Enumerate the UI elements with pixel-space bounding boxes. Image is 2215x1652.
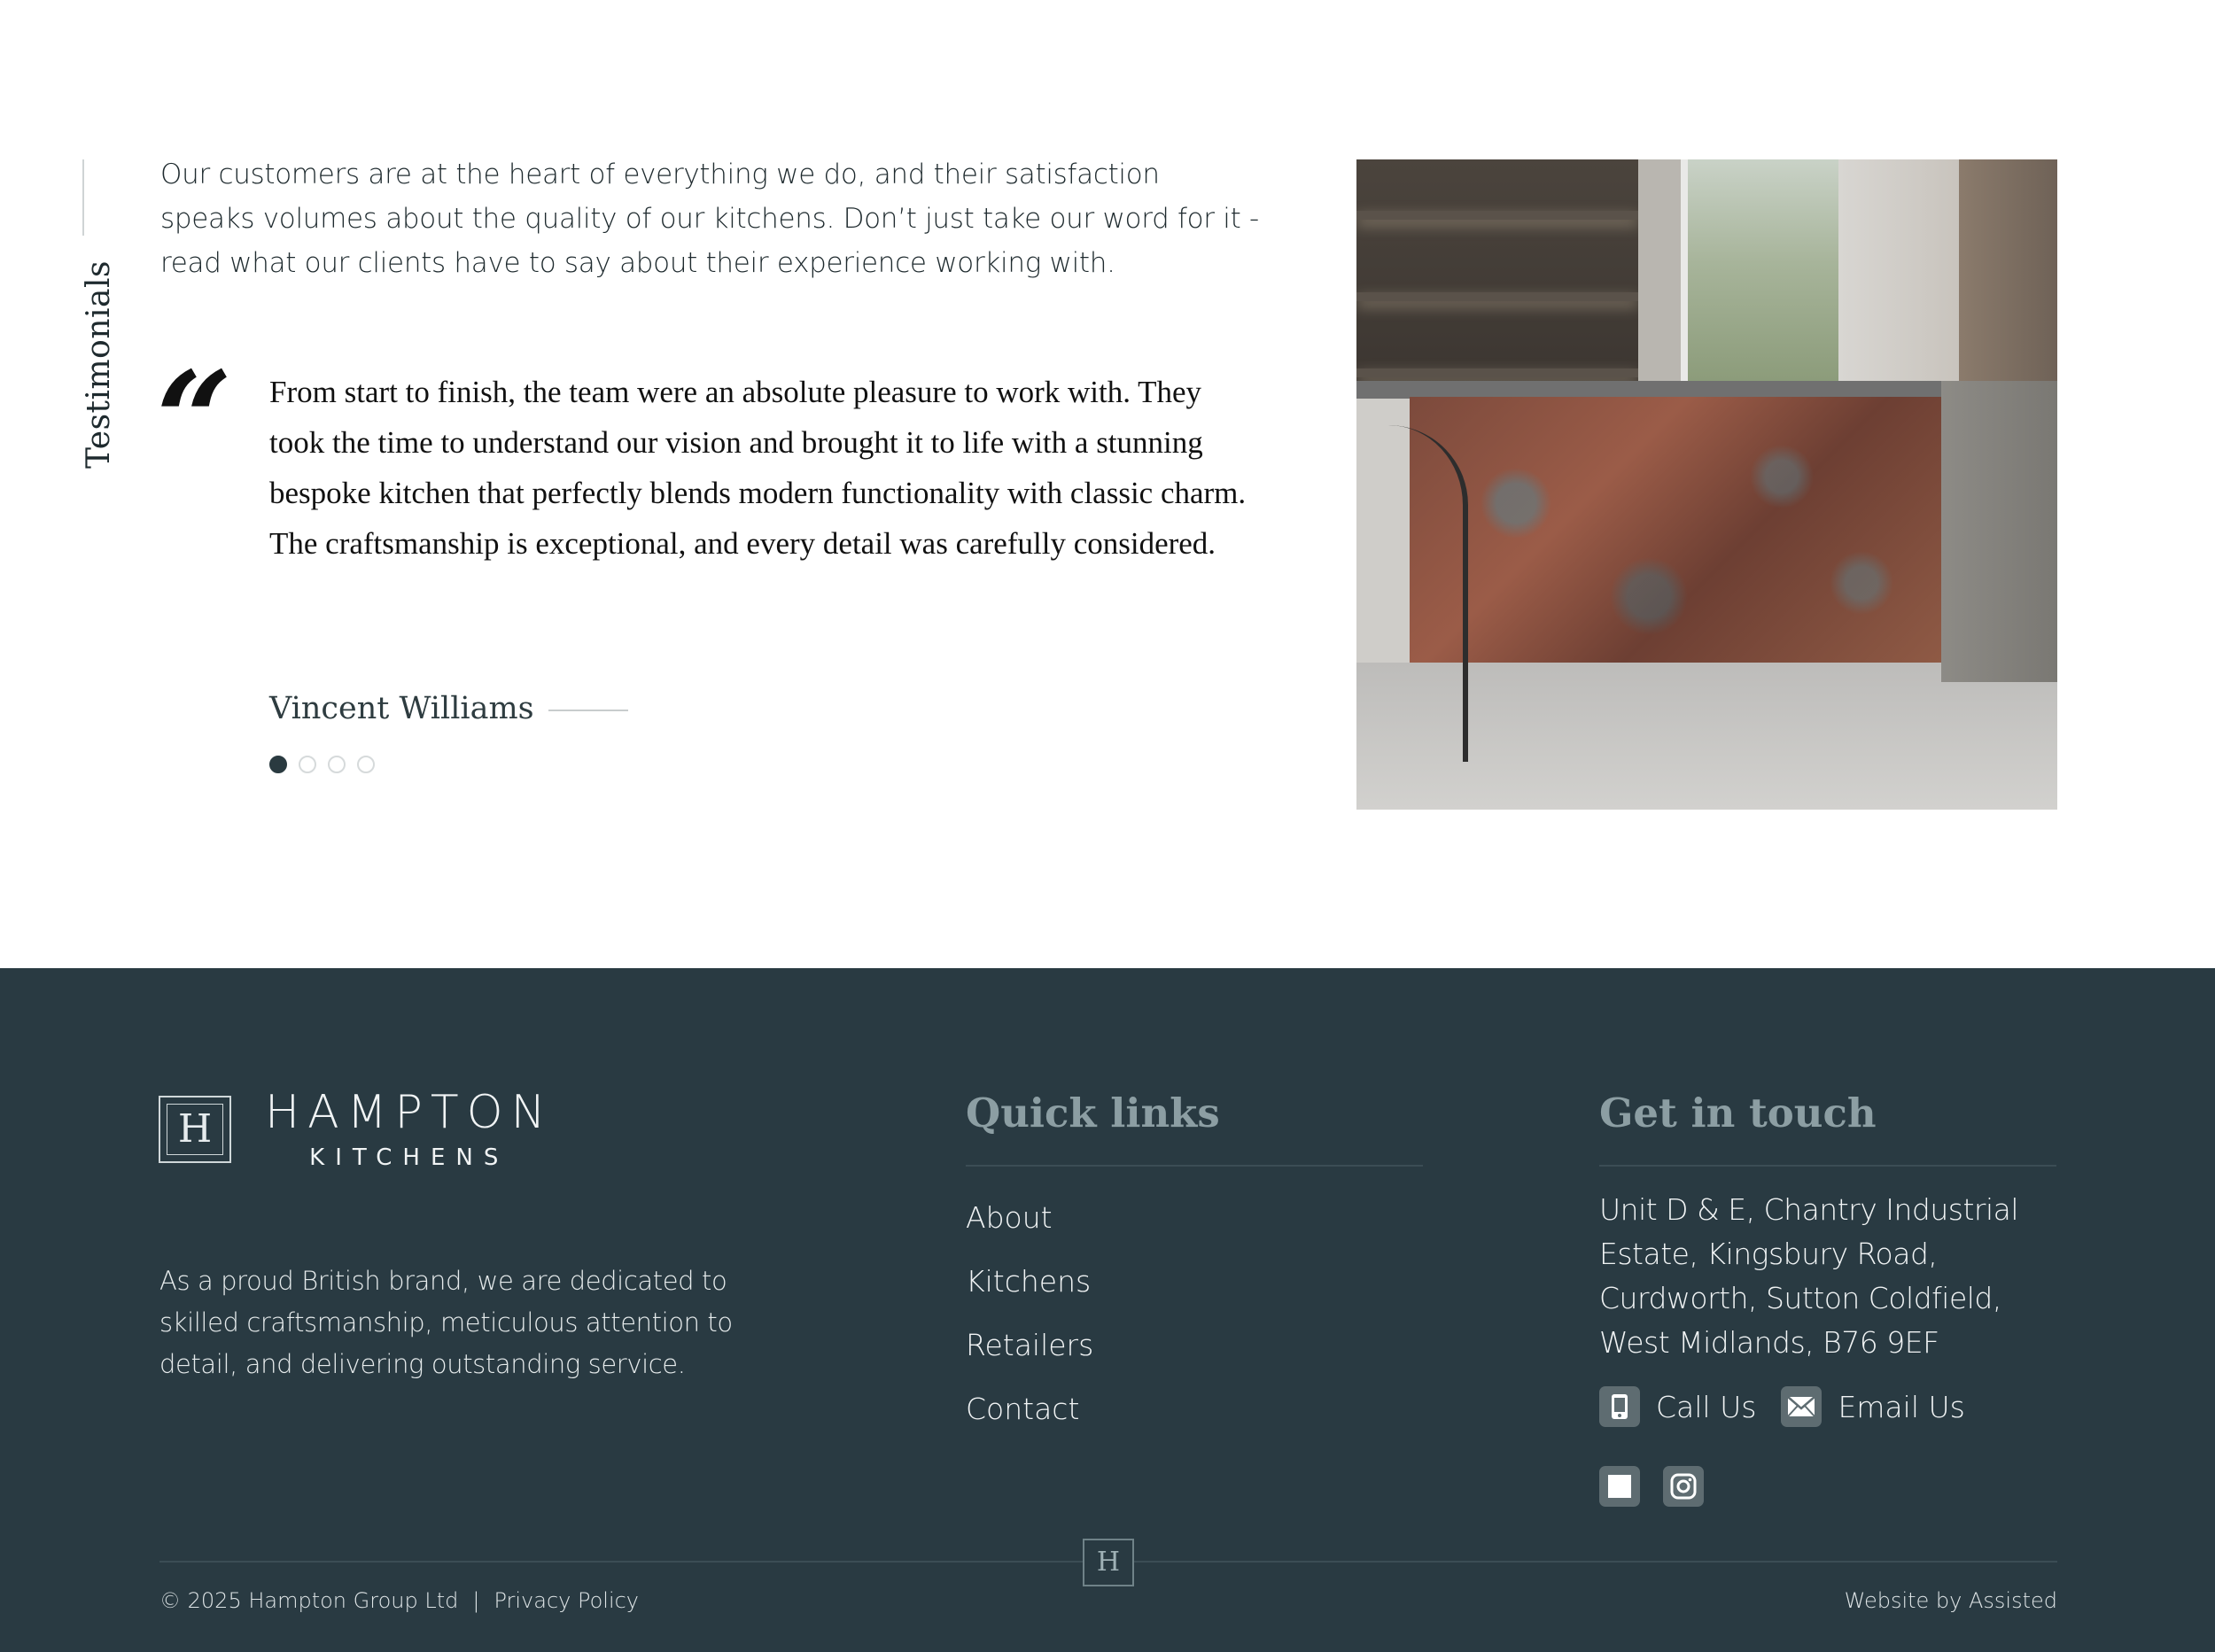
contact-title: Get in touch xyxy=(1599,1090,1877,1136)
author-rule xyxy=(548,710,628,711)
call-us-link[interactable] xyxy=(1599,1386,1756,1427)
kitchen-window xyxy=(1681,159,1846,390)
carousel-dots xyxy=(269,756,375,773)
kitchen-shelf xyxy=(1356,292,1638,301)
kitchen-tall-unit xyxy=(1959,159,2057,390)
footer-about-text: As a proud British brand, we are dedicated to skilled craftsmanship, meticulous attention to detail, and delivering outstanding service. xyxy=(159,1266,733,1379)
mail-icon xyxy=(1781,1386,1822,1427)
email-us-link[interactable] xyxy=(1781,1386,1964,1427)
carousel-dot[interactable] xyxy=(269,756,287,773)
privacy-policy-link[interactable]: Privacy Policy xyxy=(494,1588,640,1613)
kitchen-island-end xyxy=(1941,381,2057,682)
section-side-label xyxy=(55,159,117,469)
contact-column xyxy=(1599,1090,2056,1507)
footer-link-about[interactable]: About xyxy=(966,1200,1053,1235)
testimonials-intro: Our customers are at the heart of everything we do, and their satisfaction speaks volumes about the quality of our kitchens. Don’t just take our word for it - read what our clients have to say about their experience working with. xyxy=(160,159,1259,279)
kitchen-wall xyxy=(1638,159,1681,390)
quick-links-list xyxy=(966,1186,1423,1441)
contact-actions xyxy=(1599,1386,2056,1427)
divider xyxy=(966,1165,1423,1167)
footer-link-retailers[interactable]: Retailers xyxy=(966,1328,1094,1362)
carousel-dot[interactable] xyxy=(357,756,375,773)
facebook-icon[interactable] xyxy=(1599,1466,1640,1507)
site-footer xyxy=(0,968,2215,1652)
quick-links-title: Quick links xyxy=(966,1090,1220,1136)
quote-mark-icon: “ xyxy=(156,343,233,499)
footer-logo[interactable] xyxy=(159,1086,554,1171)
side-label-rule xyxy=(82,159,84,236)
logo-word-hampton: HAMPTON xyxy=(265,1086,554,1139)
kitchen-shelving xyxy=(1356,159,1638,390)
footer-legal xyxy=(159,1588,639,1613)
footer-emblem-icon: H xyxy=(1083,1539,1134,1586)
phone-icon xyxy=(1599,1386,1640,1427)
site-credit-link[interactable]: Website by Assisted xyxy=(1844,1588,2057,1613)
instagram-icon[interactable] xyxy=(1663,1466,1704,1507)
carousel-dot[interactable] xyxy=(299,756,316,773)
logo-wordmark xyxy=(265,1086,554,1171)
legal-separator: | xyxy=(472,1588,480,1613)
author-name: Vincent Williams xyxy=(269,691,534,726)
kitchen-shelf xyxy=(1356,211,1638,220)
footer-link-kitchens[interactable]: Kitchens xyxy=(966,1264,1092,1299)
call-us-label: Call Us xyxy=(1656,1389,1757,1424)
quick-links-column xyxy=(966,1090,1423,1441)
testimonial-quote: From start to finish, the team were an absolute pleasure to work with. They took the time to understand our vision and brought it to life with a stunning bespoke kitchen that perfectly blends modern functionality with classic charm. The craftsmanship is exceptional, and every detail was carefully considered. xyxy=(269,375,1247,561)
company-address: Unit D & E, Chantry Industrial Estate, Kingsbury Road, Curdworth, Sutton Coldfield, West Midlands, B76 9EF xyxy=(1599,1192,2019,1360)
footer-link-contact[interactable]: Contact xyxy=(966,1392,1080,1426)
kitchen-island xyxy=(1410,397,1941,663)
logo-mark-icon xyxy=(159,1096,231,1163)
email-us-label: Email Us xyxy=(1838,1389,1965,1424)
kitchen-shelf xyxy=(1356,368,1638,377)
testimonial-author xyxy=(269,691,628,726)
social-links xyxy=(1599,1466,2056,1507)
section-title: Testimonials xyxy=(81,260,117,469)
divider xyxy=(1599,1165,2056,1167)
carousel-dot[interactable] xyxy=(328,756,346,773)
kitchen-chair xyxy=(1356,425,1468,762)
logo-mark-letter: H xyxy=(167,1104,223,1155)
kitchen-photo xyxy=(1356,159,2057,810)
kitchen-worktop xyxy=(1356,381,1941,399)
logo-word-kitchens: KITCHENS xyxy=(309,1144,509,1171)
copyright-text: © 2025 Hampton Group Ltd xyxy=(159,1588,459,1613)
